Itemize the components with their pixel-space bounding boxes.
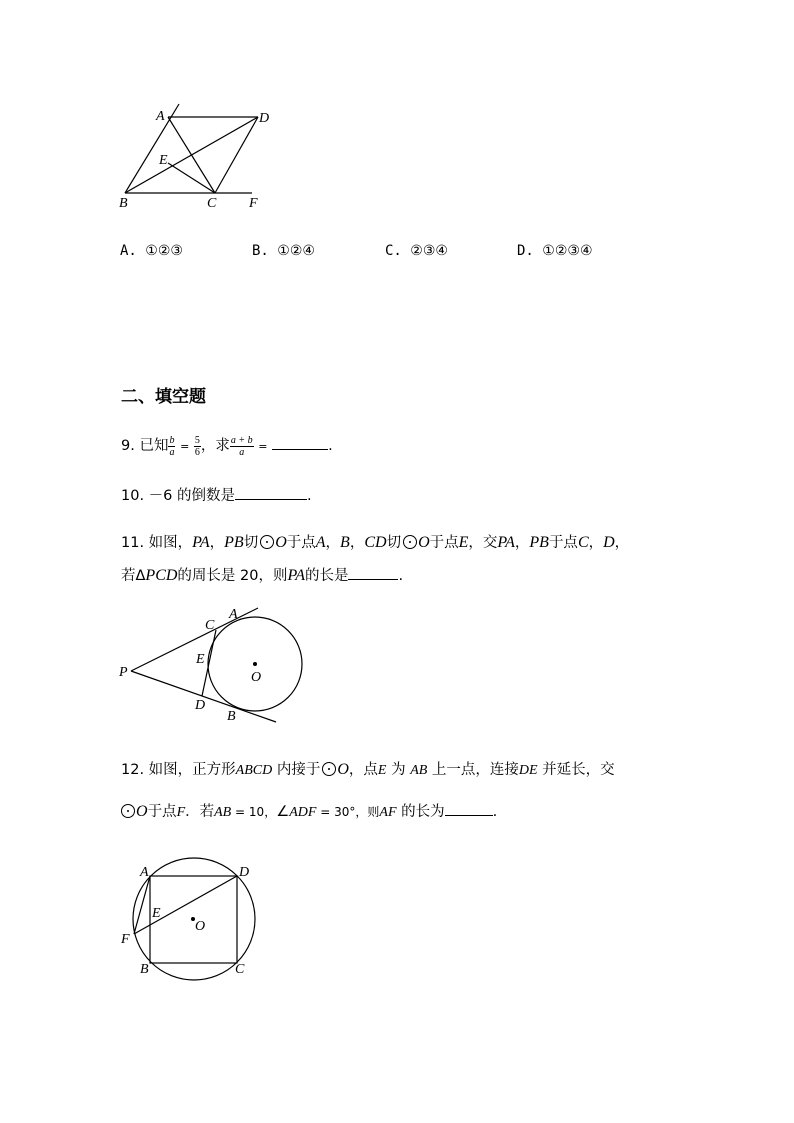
label-E: E [196,652,205,667]
label-B: B [119,196,128,211]
answer-blank-9[interactable] [272,437,328,450]
label-A: A [140,865,149,880]
line-BD [125,117,258,193]
question-12-line-2: O于点F．若AB = 10，∠ADF = 30°，则AF 的长为 . [121,800,497,821]
label-E: E [152,906,161,921]
label-D: D [195,698,206,713]
label-A: A [229,607,238,622]
fraction-b-over-a: $\frac{b}{a}$ [169,434,175,458]
label-O: O [251,670,262,685]
figure-inscribed-square [115,855,265,985]
fraction-5-over-6: $\frac{5}{6}$ [194,434,200,458]
section-title: 二、填空题 [121,387,206,407]
answer-blank-10[interactable] [235,487,307,500]
question-9: 9. 已知 $\frac{b}{a}$ = $\frac{5}{6}$ ，求 $\frac{a + b}{a}$ = . [121,434,333,458]
label-P: P [119,665,128,680]
label-O: O [195,919,206,934]
option-c[interactable]: C. ②③④ [385,243,448,259]
circle-dot-icon [403,535,417,549]
option-a[interactable]: A. ①②③ [120,243,183,259]
circle-dot-icon [260,535,274,549]
answer-blank-12[interactable] [445,803,493,816]
circle-dot-icon [121,804,135,818]
center-dot [253,662,257,666]
line-EC [168,163,215,193]
label-D: D [239,865,250,880]
label-B: B [140,962,149,977]
label-F: F [121,932,130,947]
figure-parallelogram [110,100,280,215]
question-12-line-1: 12. 如图，正方形ABCD 内接于 O，点E 为 AB 上一点，连接DE 并延长，交 [121,761,615,778]
line-DC [215,117,258,193]
option-d[interactable]: D. ①②③④ [517,243,593,259]
option-b[interactable]: B. ①②④ [252,243,315,259]
label-D: D [259,111,270,126]
label-C: C [207,196,217,211]
answer-blank-11[interactable] [348,567,398,580]
label-B: B [227,709,236,724]
label-E: E [159,153,168,168]
question-10: 10. －6 的倒数是 . [121,488,312,504]
label-A: A [156,109,165,124]
figure-tangent-circle [110,600,310,725]
fraction-a-plus-b-over-a: $\frac{a + b}{a}$ [230,434,253,458]
label-C: C [205,618,215,633]
circle-dot-icon [322,762,336,776]
question-11-line-1: 11. 如图，PA，PB切 O于点A，B，CD切 O于点E，交PA，PB于点C，D， [121,534,630,551]
label-C: C [235,962,245,977]
question-11-line-2: 若ΔPCD的周长是 20，则PA的长是 . [121,567,404,584]
tangent-PA [131,608,258,671]
line-AF [134,876,150,934]
label-F: F [249,196,258,211]
